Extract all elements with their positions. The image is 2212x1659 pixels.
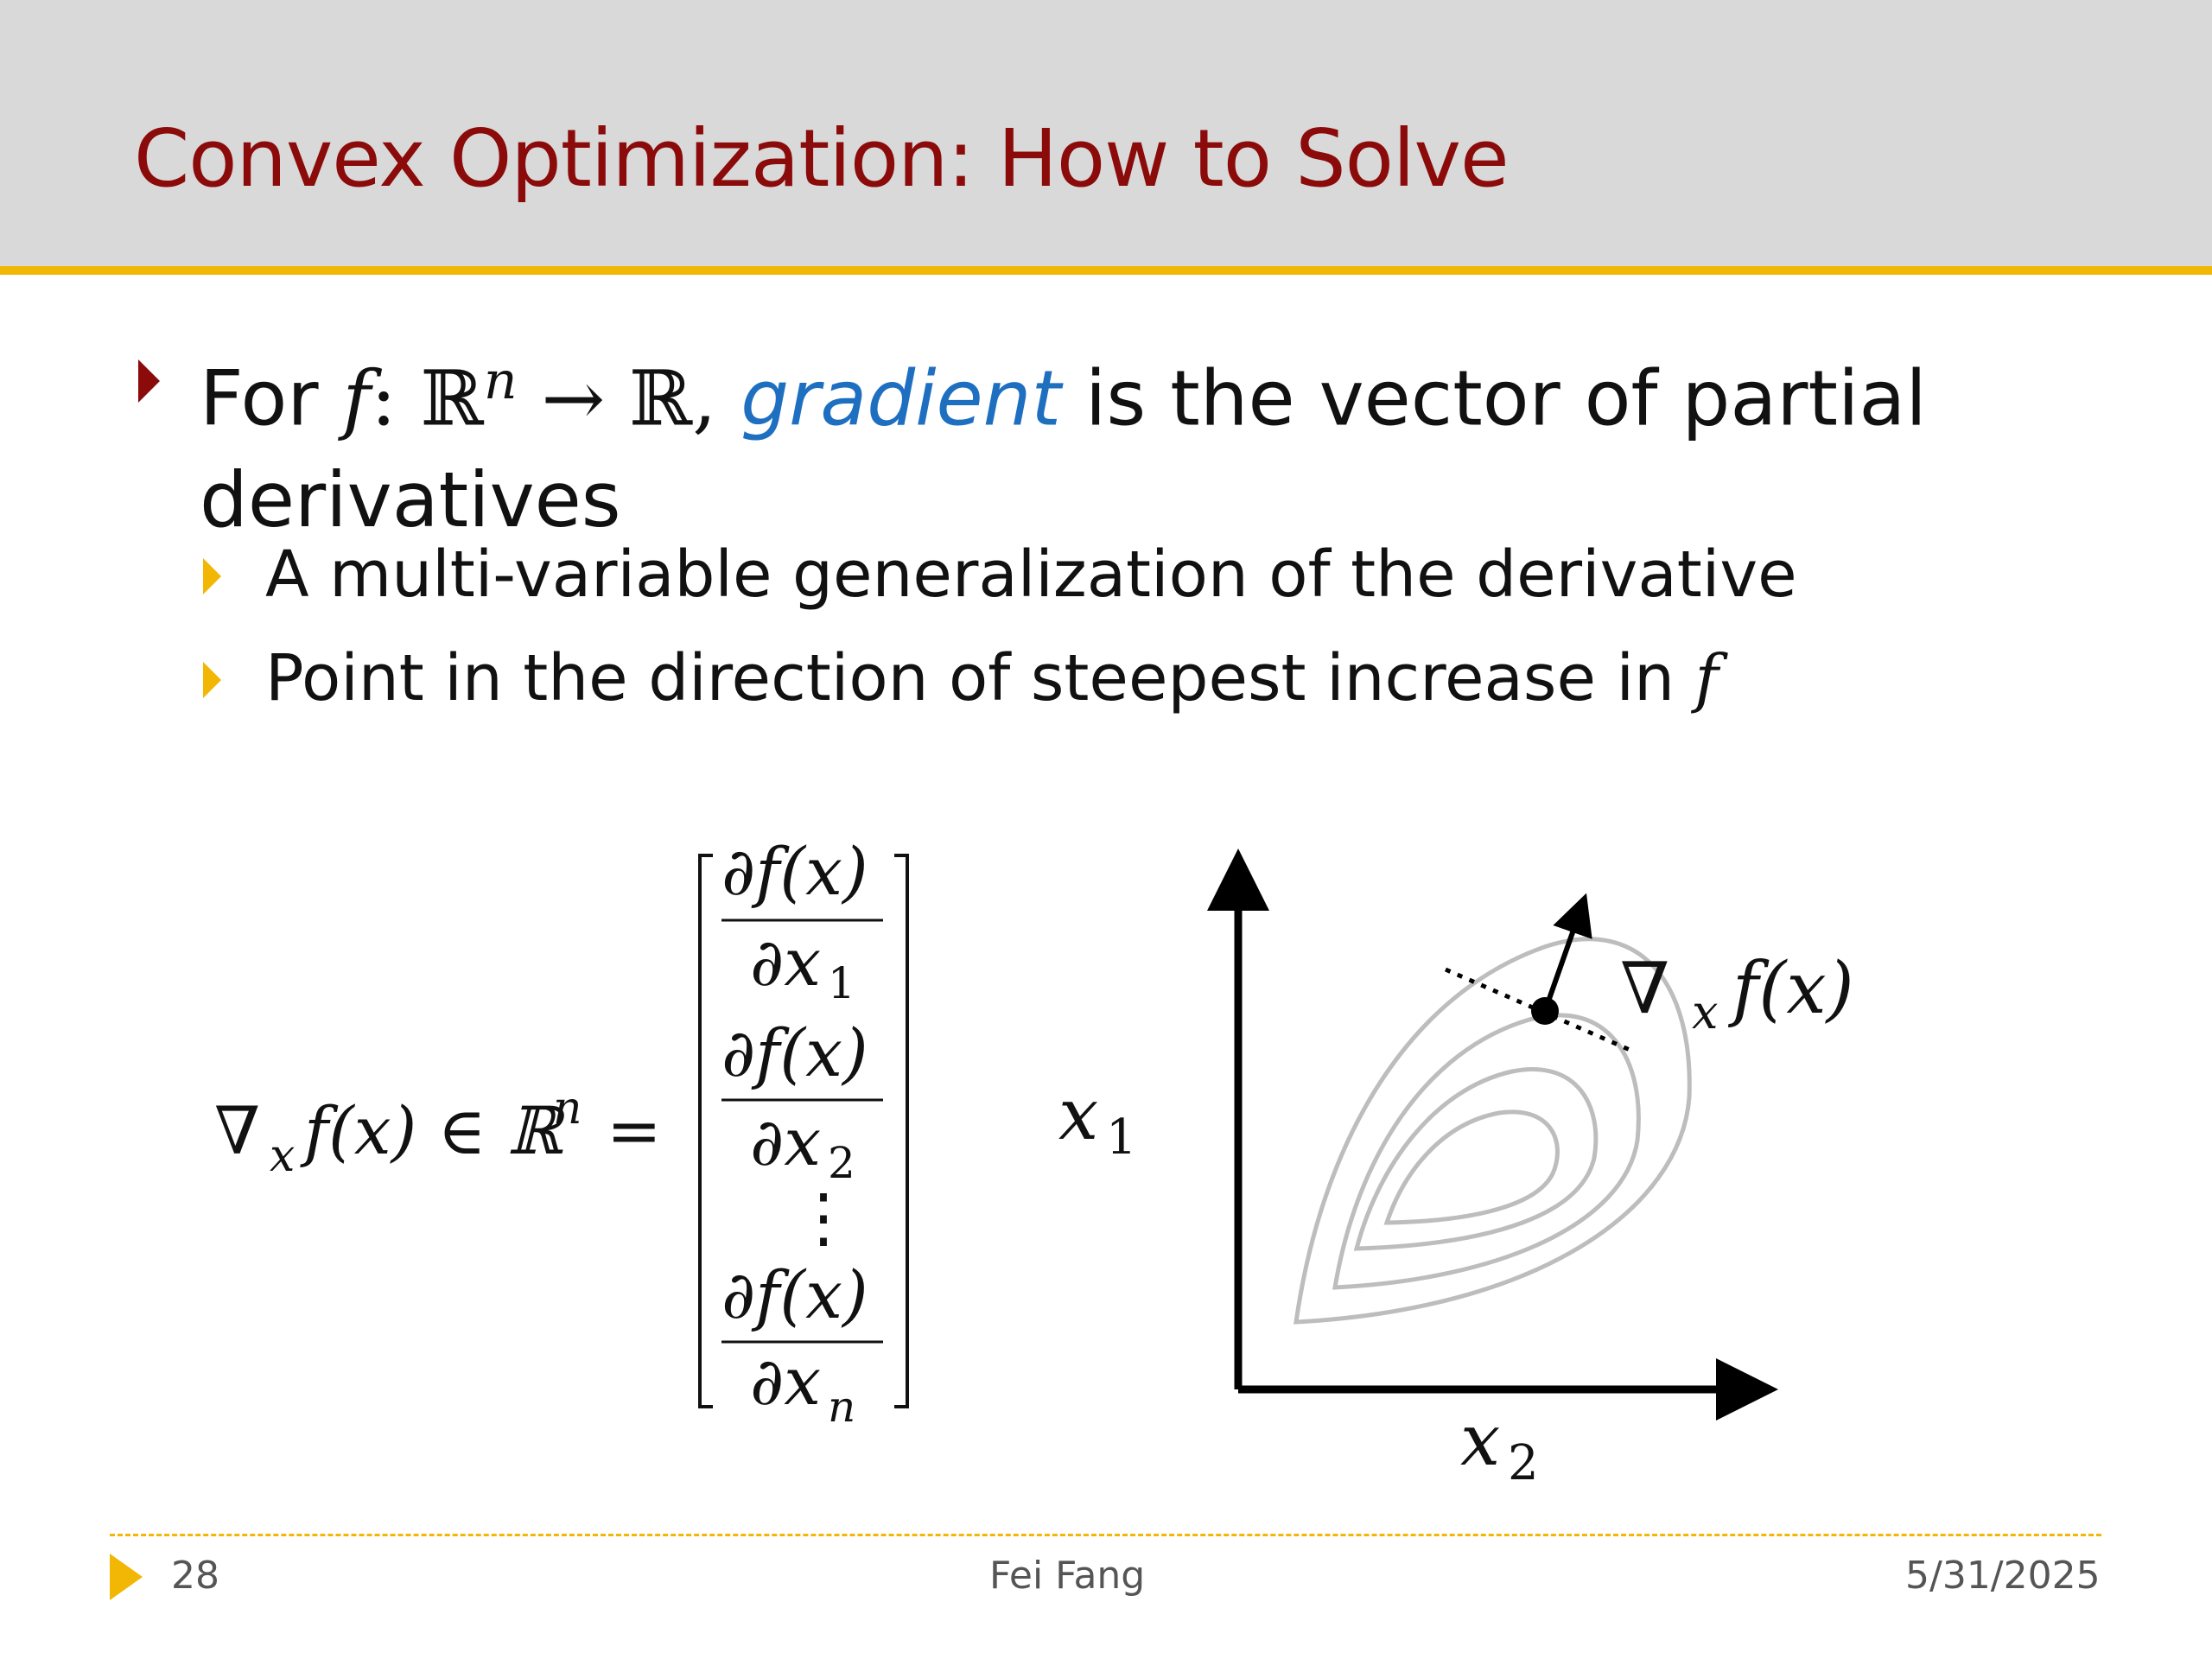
footer-divider xyxy=(110,1534,2101,1536)
footer-date: 5/31/2025 xyxy=(1905,1554,2101,1598)
page-number: 28 xyxy=(171,1554,219,1598)
svg-text:∂x: ∂x xyxy=(750,1103,822,1180)
right-bracket xyxy=(894,855,907,1407)
x1-label: x xyxy=(1058,1074,1099,1156)
gradient-arrow xyxy=(1545,903,1583,1011)
gradient-equation xyxy=(214,833,907,1432)
gradient-figure xyxy=(0,812,2212,1521)
svg-text:1: 1 xyxy=(1106,1109,1137,1166)
bullet-arrow-icon xyxy=(138,359,160,403)
svg-text:f(x) ∈ ℝ: f(x) ∈ ℝ xyxy=(304,1092,563,1169)
grad-nabla: ∇ xyxy=(1620,948,1670,1030)
svg-text:∂x: ∂x xyxy=(750,1343,822,1420)
partial-numerator-n: ∂f(x) xyxy=(721,1256,868,1333)
dimension-exponent: n xyxy=(483,351,518,411)
codomain-symbol: → ℝ, xyxy=(517,353,741,443)
svg-text:n: n xyxy=(553,1083,582,1135)
footer-arrow-icon xyxy=(110,1554,143,1600)
svg-text:∂x: ∂x xyxy=(750,924,822,1001)
svg-text:x: x xyxy=(270,1130,296,1182)
evaluation-point xyxy=(1531,997,1559,1025)
main-bullet-text: For f: ℝ$^n$ → ℝ, gradient is the vector of partial derivatives xyxy=(200,351,1927,545)
grad-label: f(x) xyxy=(1732,948,1854,1030)
svg-text:n: n xyxy=(828,1382,856,1432)
svg-text:2: 2 xyxy=(1508,1435,1539,1491)
title-bar xyxy=(0,0,2212,275)
sub-bullet-arrow-icon xyxy=(203,558,221,594)
svg-text:1: 1 xyxy=(828,958,855,1008)
slide-title: Convex Optimization: How to Solve xyxy=(134,112,1509,205)
vertical-dots: ⋮ xyxy=(791,1179,856,1255)
partial-numerator-1: ∂f(x) xyxy=(721,833,868,910)
partial-numerator-2: ∂f(x) xyxy=(721,1014,868,1091)
svg-text:x: x xyxy=(1692,985,1719,1039)
svg-text:2: 2 xyxy=(828,1138,855,1188)
domain-symbol: : ℝ xyxy=(371,353,484,443)
contour-plot xyxy=(1058,864,1854,1491)
nabla-symbol: ∇ xyxy=(214,1092,261,1169)
x2-label: x xyxy=(1460,1400,1501,1482)
left-bracket xyxy=(700,855,713,1407)
footer-author: Fei Fang xyxy=(989,1554,1146,1598)
function-symbol: f xyxy=(342,353,372,443)
sub-bullet-arrow-icon xyxy=(203,662,221,698)
svg-text:=: = xyxy=(607,1092,662,1169)
gradient-term: gradient xyxy=(741,353,1061,443)
